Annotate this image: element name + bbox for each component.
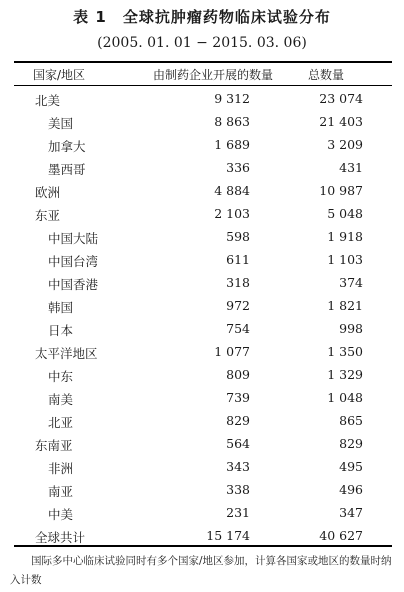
row-total-count: 1 048 bbox=[327, 390, 363, 405]
table-row bbox=[14, 501, 392, 524]
table-row bbox=[14, 317, 392, 340]
header-rule bbox=[14, 85, 392, 86]
row-total-count: 998 bbox=[339, 321, 363, 336]
row-total-count: 1 329 bbox=[327, 367, 363, 382]
row-region-name: 中国台湾 bbox=[48, 254, 99, 269]
row-company-count: 8 863 bbox=[214, 114, 250, 129]
row-region-name: 东亚 bbox=[35, 208, 61, 223]
table-row bbox=[14, 133, 392, 156]
table-row bbox=[14, 409, 392, 432]
row-company-count: 598 bbox=[226, 229, 250, 244]
table-row bbox=[14, 87, 392, 110]
row-total-count: 495 bbox=[339, 459, 363, 474]
row-company-count: 338 bbox=[226, 482, 250, 497]
row-region-name: 北美 bbox=[35, 93, 61, 108]
bottom-rule bbox=[14, 545, 392, 547]
row-region-name: 中国大陆 bbox=[48, 231, 99, 246]
row-company-count: 2 103 bbox=[214, 206, 250, 221]
row-region-name: 中东 bbox=[48, 369, 74, 384]
row-total-count: 374 bbox=[339, 275, 363, 290]
row-company-count: 809 bbox=[226, 367, 250, 382]
row-region-name: 中美 bbox=[48, 507, 74, 522]
row-total-count: 5 048 bbox=[327, 206, 363, 221]
row-total-count: 1 350 bbox=[327, 344, 363, 359]
row-company-count: 343 bbox=[226, 459, 250, 474]
table-row bbox=[14, 455, 392, 478]
row-total-count: 347 bbox=[339, 505, 363, 520]
row-company-count: 4 884 bbox=[214, 183, 250, 198]
row-total-count: 865 bbox=[339, 413, 363, 428]
row-region-name: 东南亚 bbox=[35, 438, 73, 453]
row-total-count: 431 bbox=[339, 160, 363, 175]
table-title: 表 1 全球抗肿瘤药物临床试验分布 bbox=[73, 8, 331, 26]
row-company-count: 611 bbox=[226, 252, 250, 267]
row-company-count: 15 174 bbox=[206, 528, 250, 543]
row-region-name: 欧洲 bbox=[35, 185, 61, 200]
row-company-count: 829 bbox=[226, 413, 250, 428]
table-row bbox=[14, 110, 392, 133]
row-total-count: 1 821 bbox=[327, 298, 363, 313]
row-region-name: 南美 bbox=[48, 392, 74, 407]
table-row bbox=[14, 386, 392, 409]
row-total-count: 40 627 bbox=[319, 528, 363, 543]
row-total-count: 1 103 bbox=[327, 252, 363, 267]
table-date-range: (2005. 01. 01 − 2015. 03. 06) bbox=[97, 35, 307, 51]
row-company-count: 231 bbox=[226, 505, 250, 520]
row-region-name: 日本 bbox=[48, 323, 74, 338]
row-total-count: 23 074 bbox=[319, 91, 363, 106]
table-footnote: 国际多中心临床试验同时有多个国家/地区参加，计算各国家或地区的数量时纳入计数 bbox=[10, 555, 392, 586]
row-total-count: 3 209 bbox=[327, 137, 363, 152]
table-row bbox=[14, 432, 392, 455]
table-row bbox=[14, 524, 392, 547]
table-header bbox=[14, 66, 392, 82]
row-total-count: 21 403 bbox=[319, 114, 363, 129]
row-total-count: 1 918 bbox=[327, 229, 363, 244]
table-row bbox=[14, 179, 392, 202]
row-company-count: 972 bbox=[226, 298, 250, 313]
table-row bbox=[14, 340, 392, 363]
row-company-count: 1 689 bbox=[214, 137, 250, 152]
row-region-name: 太平洋地区 bbox=[35, 346, 98, 361]
row-region-name: 中国香港 bbox=[48, 277, 99, 292]
row-region-name: 韩国 bbox=[48, 300, 74, 315]
table-row bbox=[14, 248, 392, 271]
table-row bbox=[14, 294, 392, 317]
row-total-count: 10 987 bbox=[319, 183, 363, 198]
row-region-name: 北亚 bbox=[48, 415, 74, 430]
row-region-name: 南亚 bbox=[48, 484, 74, 499]
row-region-name: 墨西哥 bbox=[48, 162, 86, 177]
top-rule bbox=[14, 61, 392, 63]
header-region: 国家/地区 bbox=[33, 68, 86, 82]
header-total-count: 总数量 bbox=[308, 68, 345, 82]
table-row bbox=[14, 478, 392, 501]
row-region-name: 美国 bbox=[48, 116, 74, 131]
row-company-count: 1 077 bbox=[214, 344, 250, 359]
table-row bbox=[14, 225, 392, 248]
table-row bbox=[14, 271, 392, 294]
row-total-count: 829 bbox=[339, 436, 363, 451]
row-company-count: 336 bbox=[226, 160, 250, 175]
table-body bbox=[14, 87, 392, 547]
row-region-name: 加拿大 bbox=[48, 139, 86, 154]
row-company-count: 564 bbox=[226, 436, 250, 451]
table-row bbox=[14, 202, 392, 225]
row-region-name: 非洲 bbox=[48, 461, 74, 476]
header-company-count: 由制药企业开展的数量 bbox=[153, 68, 274, 82]
row-company-count: 739 bbox=[226, 390, 250, 405]
row-company-count: 9 312 bbox=[214, 91, 250, 106]
row-total-count: 496 bbox=[339, 482, 363, 497]
table-row bbox=[14, 363, 392, 386]
row-region-name: 全球共计 bbox=[35, 530, 86, 545]
row-company-count: 754 bbox=[226, 321, 250, 336]
table-row bbox=[14, 156, 392, 179]
row-company-count: 318 bbox=[226, 275, 250, 290]
